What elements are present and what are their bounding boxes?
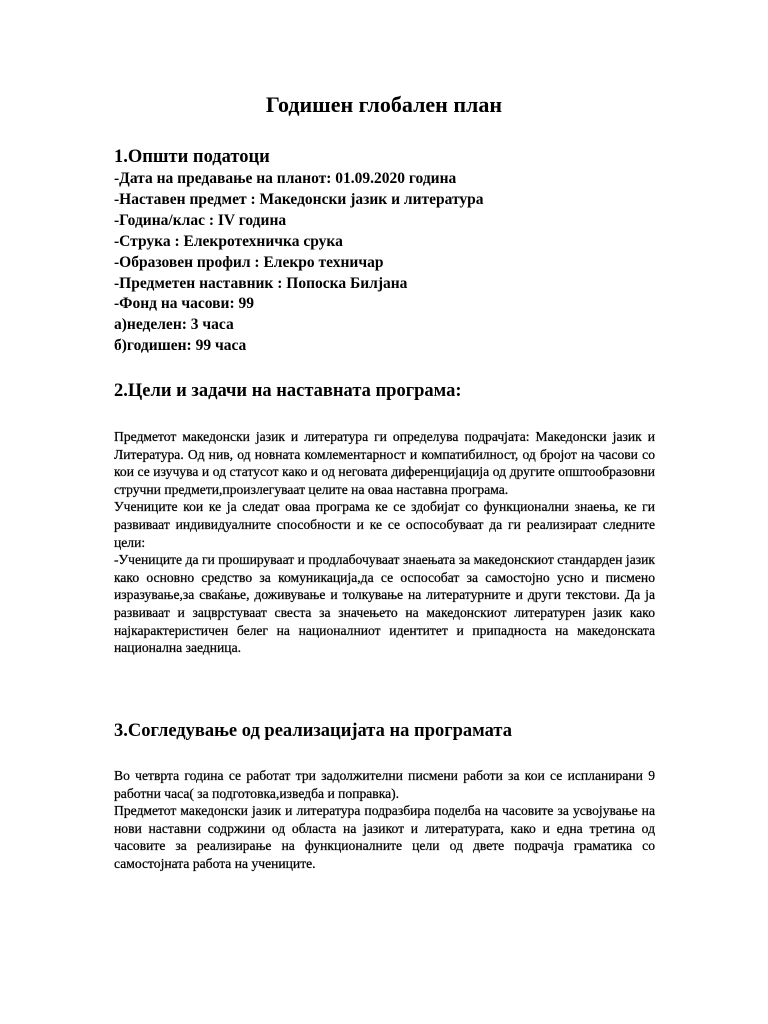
teacher-item: -Предметен наставник : Попоска Билјана — [114, 274, 408, 292]
profession-item: -Струка : Елекротехничка срука — [114, 232, 343, 250]
subject-item: -Наставен предмет : Македонски јазик и литература — [114, 190, 484, 208]
paragraph: -Учениците да ги прошируваат и продлабочуваат знаењата за македонскиот стандарден јазик како основно средство за комуникација,да се оспособат за самостојно усно и писмено изразување,за сваќање, доживување и толкување на литературните и други текстови. Да ја развиваат и зацврстуваат свеста за значењето на македонскиот литературен јазик како најкарактеристичен белег на националниот идентитет и припадноста на македонската национална заедница. — [114, 552, 655, 656]
weekly-hours-item: а)неделен: 3 часа — [114, 316, 234, 334]
educational-profile-item: -Образовен профил : Елекро техничар — [114, 253, 384, 271]
general-info-list — [114, 169, 484, 357]
year-class-item: -Година/клас : IV година — [114, 211, 287, 229]
section-1-heading: 1.Општи податоци — [114, 147, 270, 167]
section-2-heading: 2.Цели и задачи на наставната програма: — [114, 381, 462, 401]
paragraph: Предметот македонски јазик и литература ги определува подрачјата: Македонски јазик и Литература. Од нив, од новната комлементарност и компатибилност, од бројот на часови со кои се изучува и од статусот како и од неговата диференцијација од другите општообразовни стручни предмети,произлегуваат целите на оваа наставна програма. — [114, 429, 655, 497]
yearly-hours-item: б)годишен: 99 часа — [114, 337, 247, 355]
section-3-heading: 3.Согледување од реализацијата на програмата — [114, 721, 512, 741]
paragraph: Предметот македонски јазик и литература подразбира поделба на часовите за усвојување на нови наставни содржини од областа на јазикот и литературата, како и една третина од часовите за реализирање на функционалните цели од двете подрачја граматика со самостојната работа на учениците. — [114, 803, 655, 871]
section-2-body — [114, 428, 655, 657]
submission-date-item: -Дата на предавање на планот: 01.09.2020 година — [114, 170, 457, 187]
section-3-body — [114, 767, 655, 873]
hours-fund-item: -Фонд на часови: 99 — [114, 295, 254, 313]
paragraph: Во четврта година се работат три задолжителни писмени работи за кои се испланирани 9 работни часа( за подготовка,изведба и поправка). — [114, 768, 655, 801]
paragraph: Учениците кои ке ја следат оваа програма ке се здобијат со функционални знаења, ке ги развиваат индивидуалните способности и ке се оспособуваат да ги реализираат следните цели: — [114, 499, 655, 550]
document-title: Годишен глобален план — [265, 92, 503, 117]
